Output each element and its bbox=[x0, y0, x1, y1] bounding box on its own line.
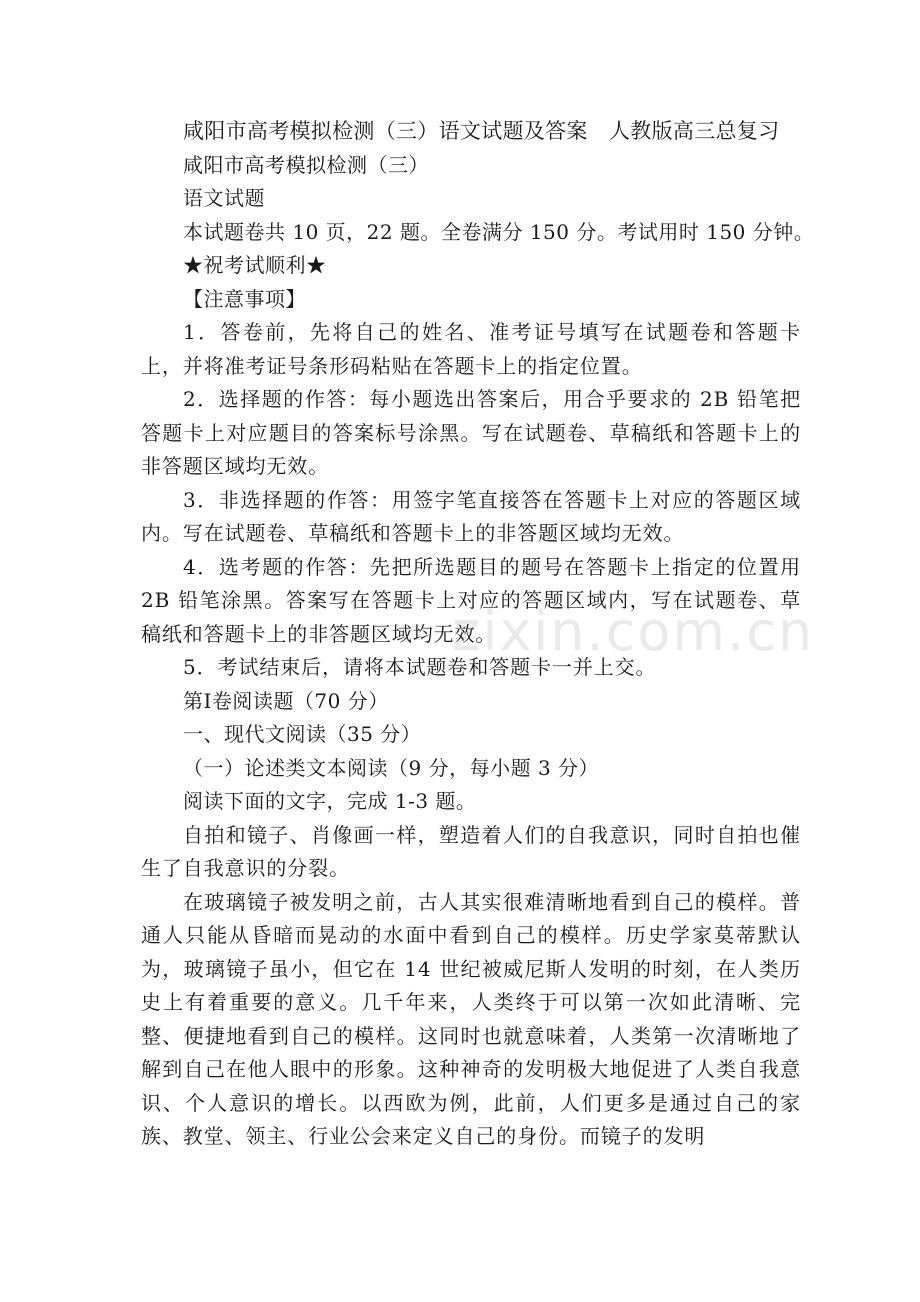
part-heading: 第Ⅰ卷阅读题（70 分） bbox=[183, 688, 389, 713]
passage-paragraph: 自拍和镜子、肖像画一样，塑造着人们的自我意识，同时自拍也催生了自我意识的分裂。 bbox=[141, 822, 801, 880]
exam-info: 本试题卷共 10 页，22 题。全卷满分 150 分。考试用时 150 分钟。 bbox=[183, 219, 815, 244]
watermark: zixin.com.cn bbox=[452, 600, 815, 663]
exam-subject: 语文试题 bbox=[183, 186, 265, 210]
section-heading: 一、现代文阅读（35 分） bbox=[183, 722, 422, 746]
document-title: 咸阳市高考模拟检测（三）语文试题及答案 人教版高三总复习 bbox=[183, 119, 780, 143]
notice-item: 3．非选择题的作答：用签字笔直接答在答题卡上对应的答题区域内。写在试题卷、草稿纸和答题卡上的非答题区域均无效。 bbox=[141, 487, 801, 545]
notice-item: 2．选择题的作答：每小题选出答案后，用合乎要求的 2B 铅笔把答题卡上对应题目的答案标号涂黑。写在试题卷、草稿纸和答题卡上的非答题区域均无效。 bbox=[141, 387, 801, 478]
reading-instruction: 阅读下面的文字，完成 1-3 题。 bbox=[183, 789, 477, 813]
subsection-heading: （一）论述类文本阅读（9 分，每小题 3 分） bbox=[183, 755, 600, 780]
notice-item: 5．考试结束后，请将本试题卷和答题卡一并上交。 bbox=[183, 655, 657, 679]
passage-paragraph: 在玻璃镜子被发明之前，古人其实很难清晰地看到自己的模样。普通人只能从昏暗而晃动的水面中看到自己的模样。历史学家莫蒂默认为，玻璃镜子虽小，但它在 14 世纪被威尼斯人发明的时刻，在人类历史上有着重要的意义。几千年来，人类终于可以第一次如此清晰、完整、便捷地看到自己的模样。这同时也就意味着，人类第一次清晰地了解到自己在他人眼中的形象。这种神奇的发明极大地促进了人类自我意识、个人意识的增长。以西欧为例，此前，人们更多是通过自己的家族、教堂、领主、行业公会来定义自己的身份。而镜子的发明 bbox=[141, 889, 801, 1148]
notice-heading: 【注意事项】 bbox=[183, 286, 306, 311]
exam-blessing: ★祝考试顺利★ bbox=[183, 253, 327, 277]
exam-subtitle: 咸阳市高考模拟检测（三） bbox=[183, 152, 429, 177]
notice-item: 4．选考题的作答：先把所选题目的题号在答题卡上指定的位置用 2B 铅笔涂黑。答案写在答题卡上对应的答题区域内，写在试题卷、草稿纸和答题卡上的非答题区域均无效。 bbox=[141, 554, 801, 646]
notice-item: 1．答卷前，先将自己的姓名、准考证号填写在试题卷和答题卡上，并将准考证号条形码粘贴在答题卡上的指定位置。 bbox=[141, 320, 801, 378]
